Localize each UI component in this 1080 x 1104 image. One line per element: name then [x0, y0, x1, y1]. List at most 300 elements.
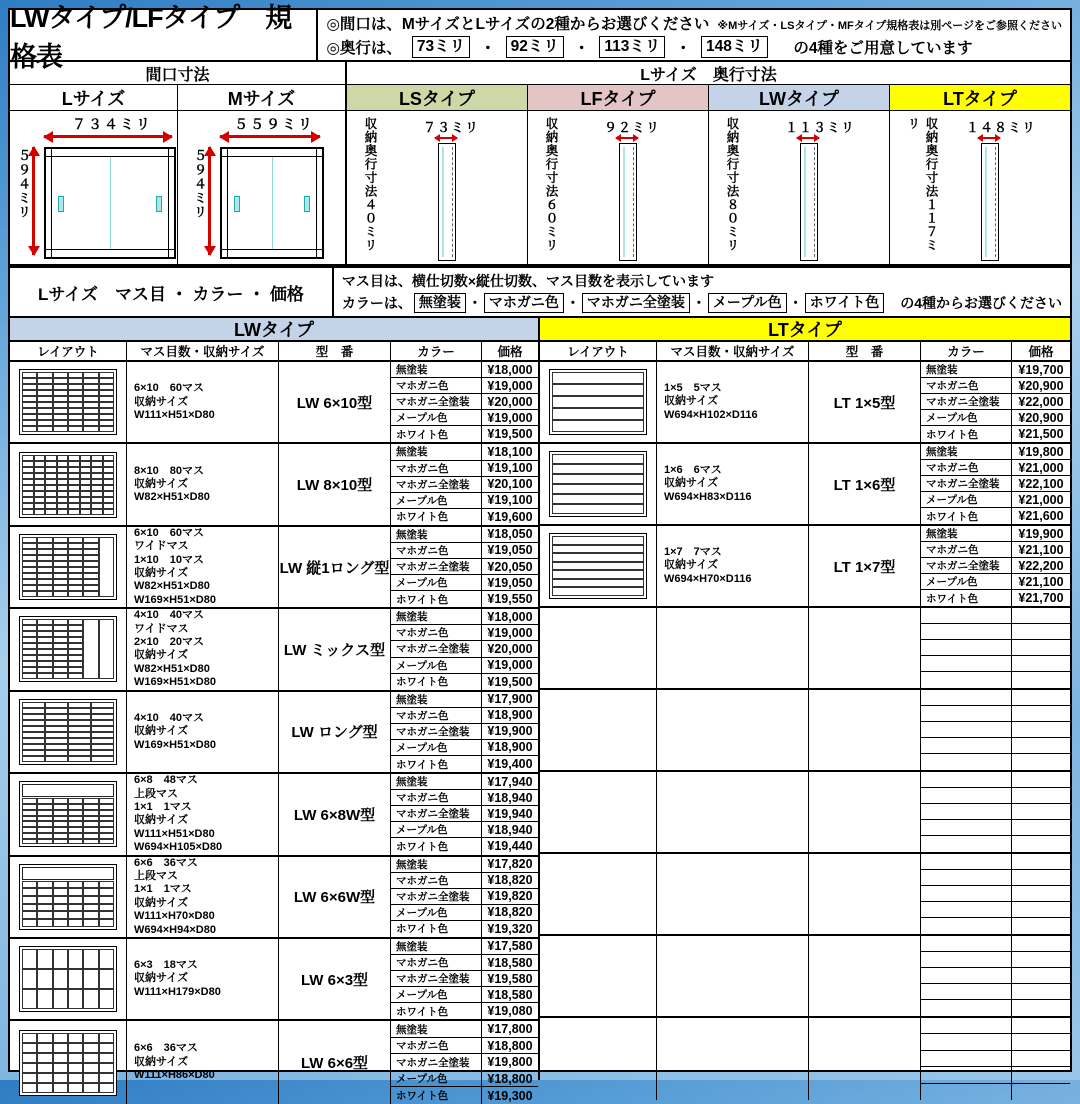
- color-cell: [921, 836, 1012, 852]
- grid-cell: [37, 673, 52, 679]
- grid-cell: [83, 896, 98, 904]
- depth-type-label: LWタイプ: [709, 85, 889, 111]
- grid-cell: [37, 426, 52, 432]
- color-cell: マホガニ全塗装: [921, 558, 1012, 574]
- price-cell: ¥19,800: [482, 1054, 538, 1070]
- grid-cell: [22, 896, 37, 904]
- maguchi-panel: [10, 62, 347, 264]
- grid-cell: [552, 553, 644, 562]
- grid-cell: [22, 426, 37, 432]
- color-cell: [921, 886, 1012, 902]
- table-row: [540, 362, 1070, 444]
- rail-b-line: [222, 249, 322, 250]
- spec-line: 収納サイズ: [134, 725, 189, 738]
- grid-cell: [99, 426, 114, 432]
- price-cell: ¥21,500: [1018, 427, 1064, 441]
- table-row: [540, 936, 1070, 1018]
- price-cell: ¥22,100: [1012, 476, 1070, 492]
- layout-grid: [22, 537, 114, 597]
- door-handle-icon: [156, 196, 162, 212]
- note-separator: ・: [573, 40, 590, 57]
- spec-cell: [127, 774, 279, 854]
- size-label: Lサイズ: [10, 85, 177, 111]
- masu-title: Lサイズ マス目 ・ カラー ・ 価格: [10, 268, 334, 316]
- grid-cell: [37, 896, 52, 904]
- color-cell: メープル色: [391, 740, 482, 756]
- price-cell: ¥18,940: [482, 790, 538, 806]
- grid-cell: [91, 509, 103, 515]
- color-separator: ・: [691, 295, 706, 311]
- grid-cell: [37, 911, 52, 919]
- depth-column-LSタイプ: [347, 85, 528, 264]
- door-handle-icon: [304, 196, 310, 212]
- note-separator: ・: [480, 40, 496, 57]
- grid-cell: [99, 1043, 114, 1053]
- depth-option: 73ミリ: [412, 36, 470, 57]
- price-cell: ¥18,000: [482, 609, 538, 625]
- layout-thumbnail: [19, 699, 117, 765]
- slab-face-line: [442, 147, 444, 257]
- color-cell: メープル色: [391, 410, 482, 426]
- price-cell: ¥21,000: [1012, 492, 1070, 508]
- color-cell: 無塗装: [391, 692, 482, 708]
- depth-dimension-label: ７３ミリ: [423, 120, 480, 135]
- color-cell: マホガニ全塗装: [391, 971, 482, 987]
- grid-cell: [53, 989, 68, 1009]
- model-cell: LW ロング型: [279, 692, 391, 772]
- price-cell: ¥18,820: [482, 905, 538, 921]
- color-cell: [921, 1018, 1012, 1034]
- spec-cell: [657, 444, 809, 524]
- grid-cell: [99, 904, 114, 912]
- layout-thumbnail: [19, 452, 117, 518]
- spec-cell: [657, 772, 809, 852]
- price-cell: [1012, 772, 1070, 788]
- grid-cell: [83, 969, 98, 989]
- grid-cell: [552, 536, 644, 545]
- color-cell: ホワイト色: [391, 509, 482, 525]
- depth-type-label: LSタイプ: [347, 85, 527, 111]
- table-row: [10, 527, 538, 609]
- color-cell: [921, 804, 1012, 820]
- grid-cell: [53, 1073, 68, 1083]
- color-cell: ホワイト色: [391, 1087, 482, 1103]
- model-cell: [809, 936, 921, 1016]
- price-cell: ¥18,800: [482, 1071, 538, 1087]
- spec-line: W694×H105×D80: [134, 841, 223, 854]
- spec-cell: [657, 936, 809, 1016]
- color-cell: ホワイト色: [391, 674, 482, 690]
- color-cell: [921, 984, 1012, 1000]
- grid-cell: [552, 454, 644, 464]
- column-header: 価格: [1028, 345, 1054, 359]
- model-cell: LW 縦1ロング型: [279, 527, 391, 607]
- grid-cell: [22, 839, 37, 845]
- spec-line: W694×H94×D80: [134, 923, 216, 936]
- table-row: [10, 774, 538, 856]
- layout-thumbnail: [549, 451, 647, 517]
- model-cell: [809, 772, 921, 852]
- spec-line: 収納サイズ: [664, 477, 719, 490]
- color-cell: マホガニ色: [391, 708, 482, 724]
- price-cell: [1012, 918, 1070, 934]
- grid-cell: [68, 949, 83, 969]
- price-cell: [1012, 902, 1070, 918]
- grid-cell: [83, 1053, 98, 1063]
- color-option: 無塗装: [414, 293, 466, 313]
- grid-cell: [53, 896, 68, 904]
- grid-cell: [68, 989, 83, 1009]
- grid-cell: [22, 911, 37, 919]
- color-cell: ホワイト色: [391, 921, 482, 937]
- color-cell: 無塗装: [921, 362, 1012, 378]
- grid-cell: [552, 579, 644, 588]
- color-cell: マホガニ全塗装: [391, 641, 482, 657]
- grid-cell: [22, 1033, 37, 1043]
- note-separator: ・: [675, 40, 691, 57]
- okuyuki-panel: [347, 62, 1070, 264]
- color-option: メープル色: [708, 293, 787, 313]
- color-cell: 無塗装: [391, 774, 482, 790]
- grid-cell: [552, 562, 644, 571]
- grid-cell: [37, 989, 52, 1009]
- type-header: LWタイプ: [10, 318, 538, 342]
- grid-cell: [68, 1073, 83, 1083]
- color-cell: [921, 968, 1012, 984]
- grid-cell: [99, 619, 114, 679]
- shelf-slab-drawing: [981, 143, 999, 261]
- spec-line: W111×H51×D80: [134, 827, 215, 840]
- depth-dimension-label: １４８ミリ: [966, 120, 1037, 135]
- price-cell: ¥18,580: [482, 955, 538, 971]
- masu-note-line2: [342, 293, 1062, 313]
- grid-cell: [22, 989, 37, 1009]
- color-option: マホガニ色: [484, 293, 564, 313]
- spec-line: 上段マス: [134, 787, 178, 800]
- color-cell: [921, 1067, 1012, 1083]
- color-cell: [921, 952, 1012, 968]
- stile-l-line: [227, 149, 228, 257]
- grid-cell: [68, 509, 80, 515]
- maguchi-header: 間口寸法: [10, 62, 345, 85]
- shelf-slab-drawing: [619, 143, 637, 261]
- price-cell: ¥19,050: [482, 543, 538, 559]
- grid-cell: [68, 426, 83, 432]
- depth-column-LTタイプ: [890, 85, 1070, 264]
- grid-cell: [68, 911, 83, 919]
- price-cell: ¥20,000: [482, 641, 538, 657]
- table-row: [540, 526, 1070, 608]
- spec-line: 6×10 60マス: [134, 382, 205, 395]
- table-half-LWタイプ: [10, 318, 540, 1103]
- spec-cell: [127, 527, 279, 607]
- grid-cell: [45, 756, 68, 762]
- price-cell: ¥19,900: [1012, 526, 1070, 542]
- depth-arrow-icon: [797, 137, 819, 139]
- color-cell: [921, 1000, 1012, 1016]
- spec-line: 6×3 18マス: [134, 959, 198, 972]
- slab-face-line: [804, 147, 806, 257]
- header-notes: [318, 10, 1070, 60]
- color-cell: ホワイト色: [391, 426, 482, 442]
- grid-cell: [68, 881, 83, 889]
- grid-cell: [68, 591, 83, 597]
- door-line-line: [110, 157, 111, 249]
- grid-cell: [37, 1083, 52, 1093]
- grid-cell: [552, 494, 644, 504]
- grid-cell: [552, 587, 644, 596]
- grid-cell: [37, 969, 52, 989]
- layout-cell: [540, 854, 657, 934]
- table-half-LTタイプ: [540, 318, 1070, 1080]
- spec-line: W694×H102×D116: [664, 408, 758, 421]
- color-cell: メープル色: [391, 987, 482, 1003]
- layout-cell: [10, 444, 127, 524]
- depth-diagram: [528, 111, 708, 264]
- cabinet-diagram: [10, 111, 177, 264]
- price-cell: ¥19,100: [482, 461, 538, 477]
- model-cell: [809, 608, 921, 688]
- color-cell: [921, 772, 1012, 788]
- grid-cell: [552, 545, 644, 554]
- grid-cell: [53, 1053, 68, 1063]
- grid-cell: [99, 881, 114, 889]
- grid-cell: [53, 839, 68, 845]
- price-cell: ¥20,050: [482, 559, 538, 575]
- price-cell: ¥18,580: [482, 987, 538, 1003]
- depth-dimension-label: ９２ミリ: [604, 120, 661, 135]
- price-cell: [1012, 738, 1070, 754]
- price-cell: [1012, 656, 1070, 672]
- color-cell: [921, 706, 1012, 722]
- color-cell: 無塗装: [391, 1021, 482, 1037]
- table-rows: [10, 362, 538, 1104]
- column-header: レイアウト: [10, 342, 127, 360]
- spec-line: 1×10 10マス: [134, 553, 205, 566]
- dimensions-section: [10, 62, 1070, 268]
- model-cell: LW 6×8W型: [279, 774, 391, 854]
- shelf-slab-drawing: [438, 143, 456, 261]
- price-cell: ¥22,000: [1012, 394, 1070, 410]
- color-cell: マホガニ色: [391, 1038, 482, 1054]
- grid-cell: [99, 1053, 114, 1063]
- shelf-slab-drawing: [800, 143, 818, 261]
- color-cell: [921, 608, 1012, 624]
- height-dimension-label: ５９４ミリ: [192, 149, 207, 219]
- model-cell: LW 6×10型: [279, 362, 391, 442]
- color-cell: 無塗装: [391, 362, 482, 378]
- stile-l-line: [51, 149, 52, 257]
- grid-cell: [37, 1033, 52, 1043]
- spec-line: 1×6 6マス: [664, 463, 722, 476]
- door-handle-icon: [58, 196, 64, 212]
- price-cell: [1012, 836, 1070, 852]
- color-cell: メープル色: [391, 1071, 482, 1087]
- layout-grid: [552, 536, 644, 596]
- grid-cell: [53, 888, 68, 896]
- cabinet-drawing: [220, 147, 324, 259]
- grid-cell: [53, 949, 68, 969]
- depth-arrow-icon: [978, 137, 1000, 139]
- grid-cell: [53, 1063, 68, 1073]
- depth-diagram: [347, 111, 527, 264]
- price-cell: ¥19,820: [482, 889, 538, 905]
- price-cell: ¥17,800: [482, 1021, 538, 1037]
- grid-cell: [83, 989, 98, 1009]
- spec-cell: [127, 939, 279, 1019]
- storage-depth-label: 収納奥行寸法１１７ミリ: [906, 117, 938, 252]
- grid-cell: [83, 1063, 98, 1073]
- grid-cell: [99, 537, 114, 597]
- grid-cell: [68, 673, 83, 679]
- spec-line: 2×10 20マス: [134, 636, 205, 649]
- spec-line: W82×H51×D80: [134, 662, 210, 675]
- storage-depth-label: 収納奥行寸法４０ミリ: [363, 117, 377, 252]
- color-separator: ・: [788, 295, 803, 311]
- grid-cell: [552, 570, 644, 579]
- layout-grid: [22, 455, 114, 515]
- price-cell: [1012, 706, 1070, 722]
- layout-thumbnail: [19, 616, 117, 682]
- spec-cell: [657, 362, 809, 442]
- model-cell: [809, 854, 921, 934]
- layout-cell: [10, 1021, 127, 1103]
- width-dimension-label: ７３４ミリ: [72, 116, 152, 132]
- depth-column-LFタイプ: [528, 85, 709, 264]
- grid-cell: [68, 839, 83, 845]
- type-header: LTタイプ: [540, 318, 1070, 342]
- depth-option: 92ミリ: [506, 36, 564, 57]
- depth-type-label: LFタイプ: [528, 85, 708, 111]
- price-cell: ¥18,900: [482, 740, 538, 756]
- price-cell: [1012, 1067, 1070, 1083]
- grid-cell: [22, 949, 37, 969]
- color-cell: [921, 820, 1012, 836]
- spec-cell: [127, 362, 279, 442]
- spec-line: 4×10 40マス: [134, 609, 205, 622]
- color-cell: メープル色: [921, 574, 1012, 590]
- price-cell: ¥20,900: [1012, 378, 1070, 394]
- stile-r-line: [168, 149, 169, 257]
- color-cell: マホガニ色: [921, 460, 1012, 476]
- column-header-row: [540, 342, 1070, 362]
- price-cell: ¥21,100: [1012, 574, 1070, 590]
- price-cell: ¥19,000: [482, 378, 538, 394]
- price-cell: [1012, 1034, 1070, 1050]
- price-cell: ¥19,600: [487, 509, 533, 524]
- price-cell: [1012, 804, 1070, 820]
- price-cell: ¥19,000: [482, 625, 538, 641]
- color-cell: 無塗装: [391, 527, 482, 543]
- note-okuyuki-suffix: の4種をご用意しています: [777, 40, 973, 57]
- grid-cell: [99, 949, 114, 969]
- storage-depth-label: 収納奥行寸法６０ミリ: [544, 117, 558, 252]
- slab-dash-line: [452, 147, 453, 257]
- column-header: 価格: [497, 345, 523, 359]
- layout-thumbnail: [19, 1030, 117, 1096]
- model-cell: LT 1×7型: [809, 526, 921, 606]
- spec-line: 6×10 60マス: [134, 526, 205, 539]
- price-cell: ¥17,580: [482, 939, 538, 955]
- price-cell: [1012, 1000, 1070, 1016]
- color-cell: メープル色: [391, 822, 482, 838]
- spec-line: W694×H83×D116: [664, 490, 752, 503]
- color-cell: 無塗装: [391, 939, 482, 955]
- layout-grid: [22, 1033, 114, 1093]
- color-cell: マホガニ色: [391, 625, 482, 641]
- color-cell: マホガニ全塗装: [391, 724, 482, 740]
- grid-cell: [37, 888, 52, 896]
- color-cell: 無塗装: [391, 444, 482, 460]
- storage-depth-label: 収納奥行寸法８０ミリ: [725, 117, 739, 252]
- grid-cell: [68, 896, 83, 904]
- color-cell: マホガニ全塗装: [391, 806, 482, 822]
- grid-cell: [552, 484, 644, 494]
- grid-cell: [37, 1043, 52, 1053]
- color-cell: [921, 722, 1012, 738]
- masu-note-line1: マス目は、横仕切数×縦仕切数、マス目数を表示しています: [341, 273, 715, 289]
- column-header: 型 番: [809, 342, 921, 360]
- layout-thumbnail: [19, 946, 117, 1012]
- layout-cell: [540, 1018, 657, 1100]
- grid-cell: [68, 1063, 83, 1073]
- grid-cell: [99, 911, 114, 919]
- grid-cell: [37, 1063, 52, 1073]
- spec-line: W169×H51×D80: [134, 676, 216, 689]
- grid-cell: [22, 919, 37, 927]
- grid-cell: [83, 1083, 98, 1093]
- spec-line: W169×H51×D80: [134, 738, 216, 751]
- layout-grid: [22, 949, 114, 1009]
- grid-cell: [34, 509, 46, 515]
- price-cell: ¥22,200: [1012, 558, 1070, 574]
- table-row: [10, 692, 538, 774]
- grid-cell: [68, 919, 83, 927]
- grid-cell: [552, 420, 644, 432]
- price-cell: ¥19,500: [487, 674, 533, 689]
- spec-cell: [657, 854, 809, 934]
- grid-cell: [83, 591, 98, 597]
- layout-cell: [10, 527, 127, 607]
- grid-cell: [83, 1073, 98, 1083]
- spec-line: 6×8 48マス: [134, 774, 198, 787]
- spec-line: W169×H51×D80: [134, 593, 216, 606]
- price-cell: ¥18,800: [482, 1038, 538, 1054]
- spec-line: W111×H70×D80: [134, 910, 215, 923]
- table-row: [10, 362, 538, 444]
- color-cell: [921, 1034, 1012, 1050]
- price-cell: ¥19,550: [487, 592, 533, 607]
- grid-cell: [22, 509, 34, 515]
- layout-cell: [540, 444, 657, 524]
- column-header: カラー: [921, 342, 1012, 360]
- color-cell: マホガニ色: [391, 790, 482, 806]
- grid-cell: [37, 1053, 52, 1063]
- color-cell: [921, 690, 1012, 706]
- color-cell: メープル色: [921, 492, 1012, 508]
- spec-line: 4×10 40マス: [134, 711, 205, 724]
- table-row: [540, 444, 1070, 526]
- model-cell: [809, 690, 921, 770]
- spec-line: W82×H51×D80: [134, 580, 210, 593]
- spec-line: W111×H51×D80: [134, 408, 215, 421]
- spec-line: 6×6 36マス: [134, 1042, 198, 1055]
- color-cell: ホワイト色: [921, 590, 1012, 606]
- size-column-l: [10, 85, 178, 264]
- height-arrow-icon: [32, 147, 35, 255]
- price-cell: ¥19,000: [482, 410, 538, 426]
- grid-cell: [22, 881, 37, 889]
